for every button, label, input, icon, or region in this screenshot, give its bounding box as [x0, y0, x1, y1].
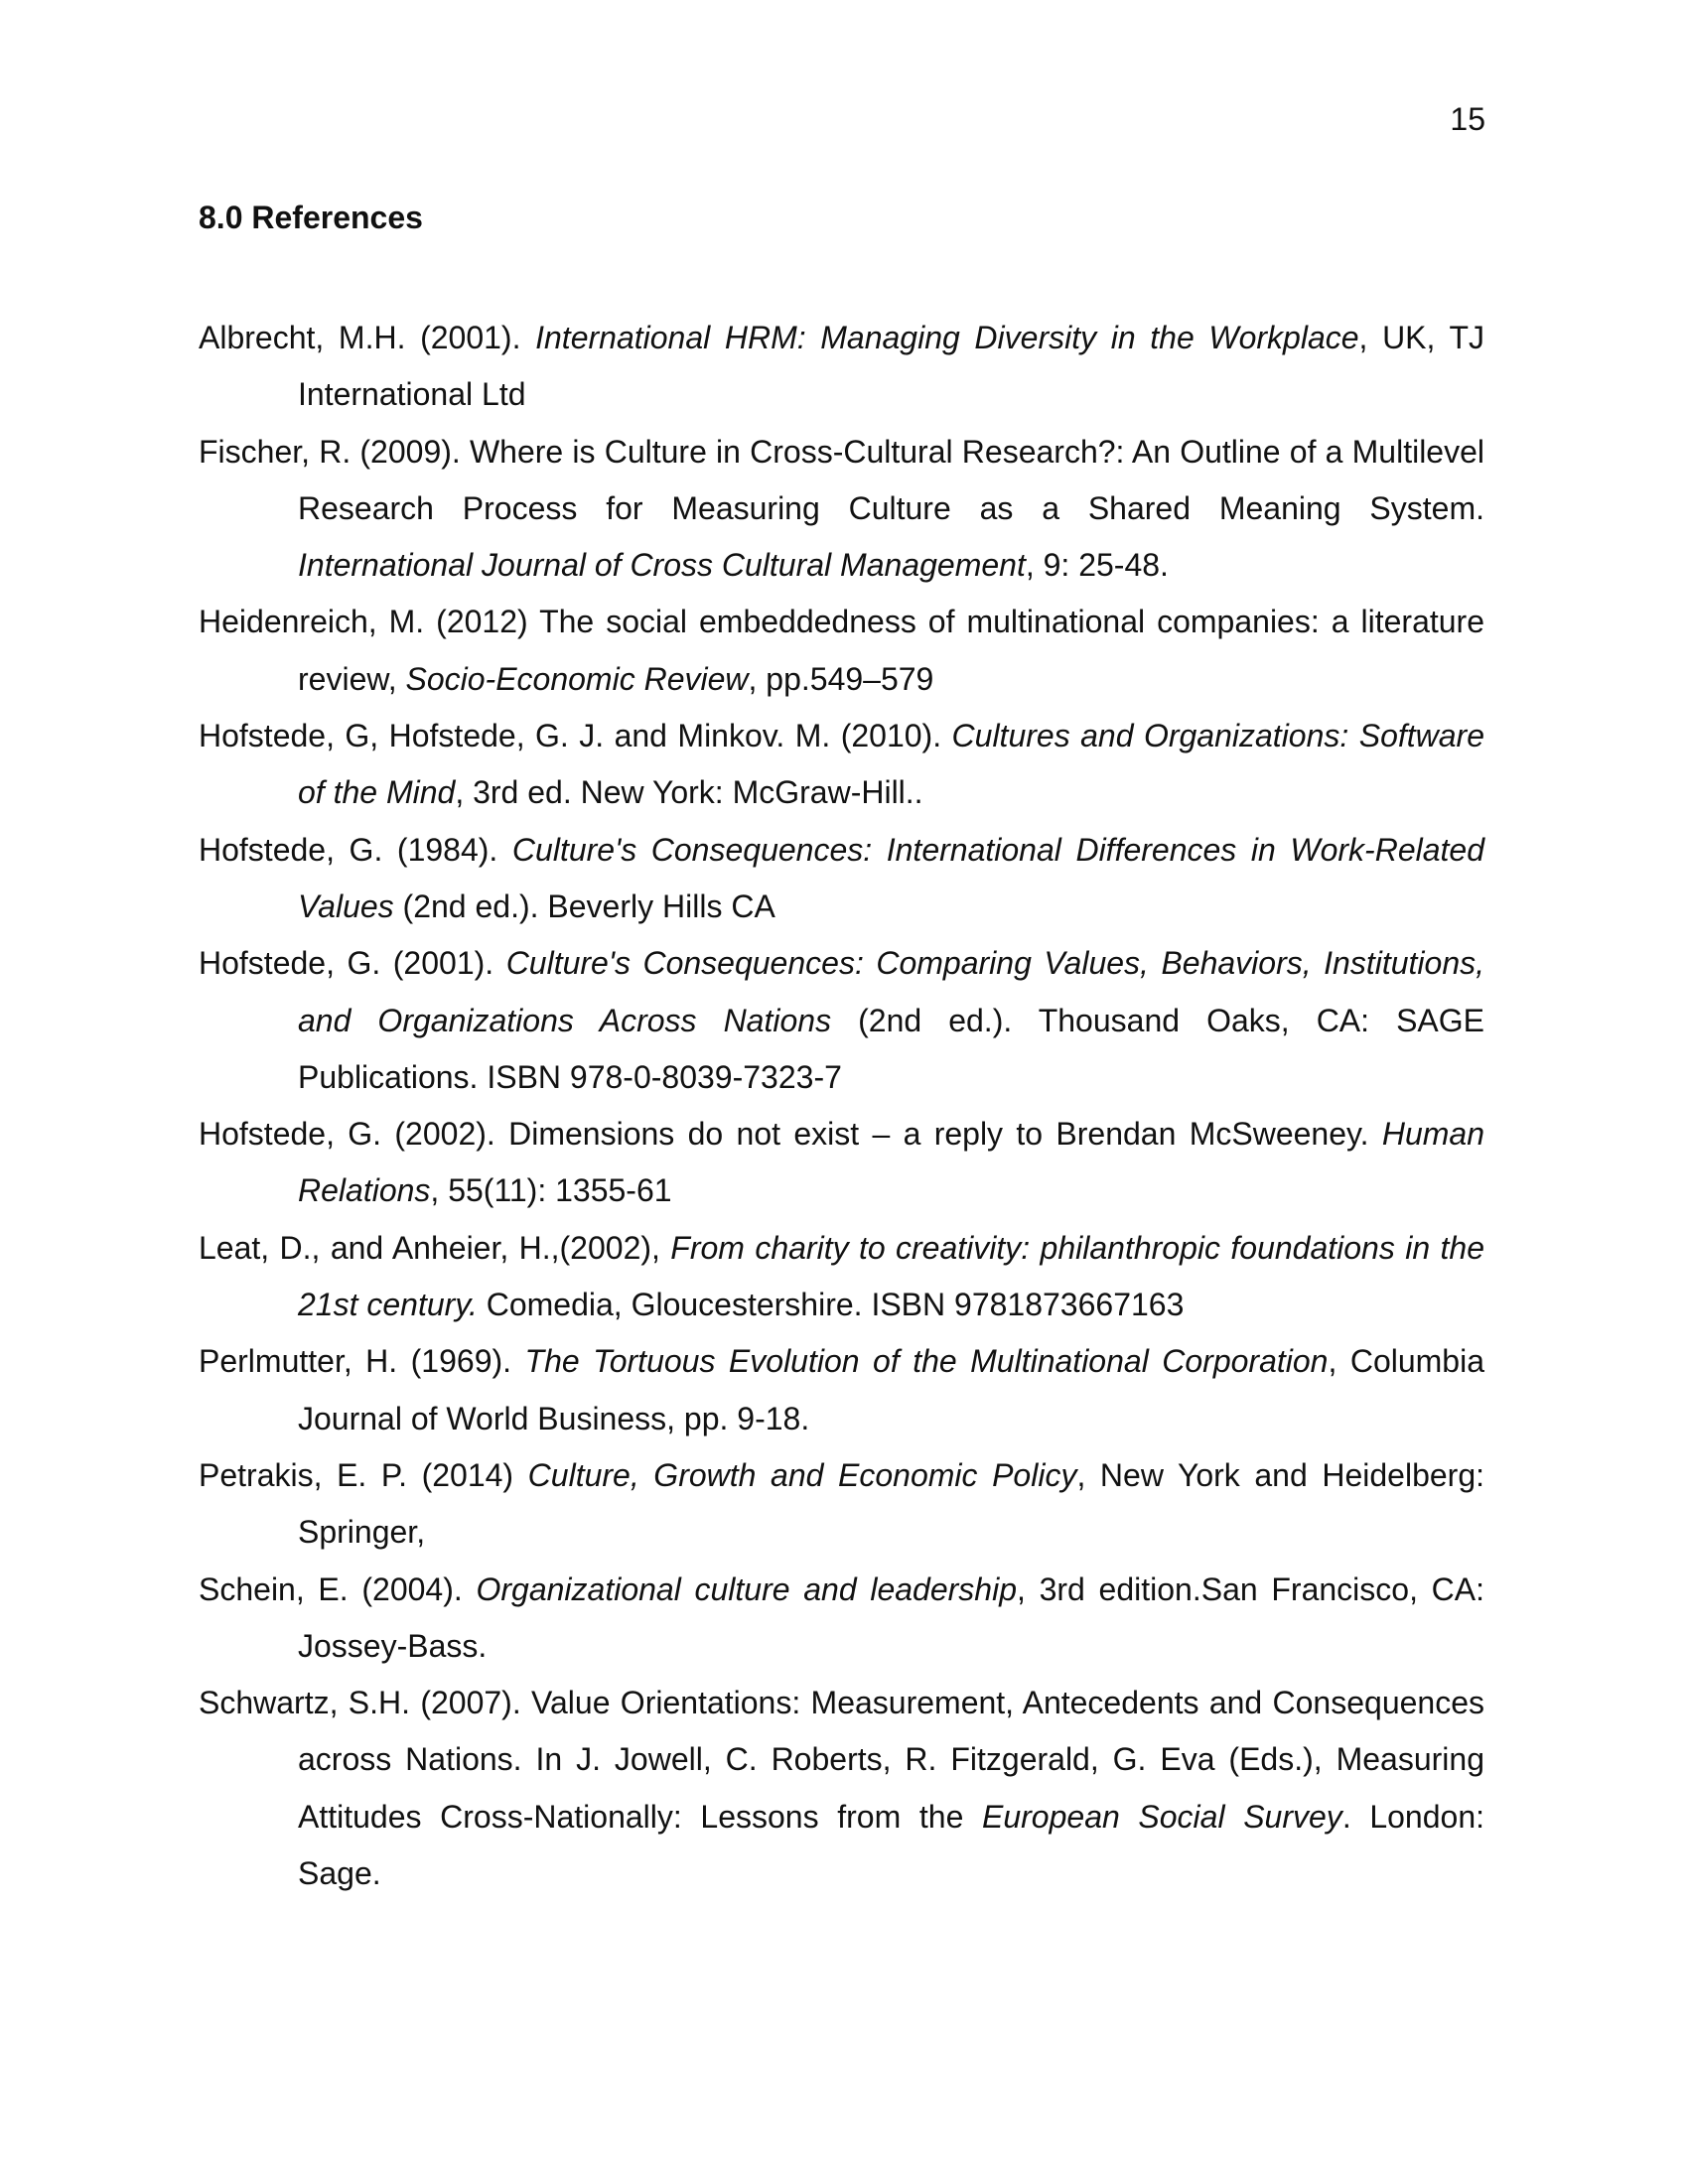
reference-text: , Columbia Journal of World Business, pp. 9-18. [298, 1343, 1485, 1436]
reference-title: The Tortuous Evolution of the Multinational Corporation [524, 1343, 1329, 1380]
reference-text: (2nd ed.). Beverly Hills CA [393, 887, 775, 924]
reference-entry [199, 1562, 1484, 1676]
reference-text: Hofstede, G. (2002). Dimensions do not exist – a reply to Brendan McSweeney. [199, 1116, 1382, 1153]
reference-text: Leat, D., and Anheier, H.,(2002), [199, 1229, 671, 1266]
reference-text: , UK, TJ International Ltd [298, 320, 1485, 413]
reference-entry [199, 424, 1484, 595]
reference-entry [199, 708, 1484, 822]
reference-title: Culture's Consequences: Comparing Values, Behaviors, Institutions, and Organizations Across Nations [298, 945, 1485, 1038]
reference-text: , 3rd ed. New York: McGraw-Hill.. [455, 774, 923, 811]
reference-text: Albrecht, M.H. (2001). [199, 320, 536, 355]
reference-text: Perlmutter, H. (1969). [199, 1343, 525, 1380]
reference-text: Hofstede, G, Hofstede, G. J. and Minkov. M. (2010). [199, 718, 952, 754]
reference-text: Schwartz, S.H. (2007). Value Orientations: Measurement, Antecedents and Consequences across Nations. In J. Jowell, C. Roberts, R. Fitzgerald, G. Eva (Eds.), Measuring Attitudes Cross-Nationally: Lessons from the [199, 1685, 1484, 1835]
reference-entry [199, 1106, 1484, 1220]
reference-entry [199, 935, 1484, 1106]
section-heading: 8.0 References [199, 200, 423, 235]
reference-text: Heidenreich, M. (2012) The social embeddedness of multinational companies: a literature review, [199, 604, 1484, 697]
reference-entry [199, 822, 1484, 936]
reference-text: . London: Sage. [298, 1798, 1485, 1892]
reference-text: Hofstede, G. (1984). [199, 831, 512, 868]
reference-text: , pp.549–579 [748, 660, 934, 697]
reference-text: Fischer, R. (2009). Where is Culture in Cross-Cultural Research?: An Outline of a Multilevel Research Process for Measuring Culture as a Shared Meaning System. [199, 433, 1484, 526]
reference-entry [199, 1220, 1484, 1334]
reference-entry [199, 594, 1484, 708]
reference-title: International Journal of Cross Cultural Management [298, 547, 1026, 584]
reference-entry [199, 1675, 1484, 1902]
reference-title: Culture, Growth and Economic Policy [527, 1456, 1077, 1493]
reference-title: Human Relations [298, 1116, 1484, 1209]
reference-text: , New York and Heidelberg: Springer, [298, 1456, 1485, 1551]
reference-title: Socio-Economic Review [405, 660, 749, 697]
reference-title: Organizational culture and leadership [476, 1570, 1018, 1607]
reference-title: Culture's Consequences: International Differences in Work-Related Values [298, 831, 1485, 924]
reference-text: Comedia, Gloucestershire. ISBN 9781873667163 [477, 1287, 1185, 1323]
reference-text: Petrakis, E. P. (2014) [199, 1456, 528, 1493]
reference-title: International HRM: Managing Diversity in the Workplace [535, 320, 1359, 355]
reference-entry [199, 310, 1484, 424]
reference-list [199, 310, 1484, 1902]
reference-entry [199, 1333, 1484, 1447]
reference-text: , 9: 25-48. [1025, 547, 1169, 584]
reference-text: (2nd ed.). Thousand Oaks, CA: SAGE Publications. ISBN 978-0-8039-7323-7 [298, 1002, 1485, 1095]
reference-text: , 55(11): 1355-61 [430, 1172, 672, 1209]
reference-title: Cultures and Organizations: Software of the Mind [298, 718, 1484, 811]
reference-text: Hofstede, G. (2001). [199, 945, 506, 982]
reference-text: Schein, E. (2004). [199, 1570, 477, 1607]
reference-entry [199, 1447, 1484, 1562]
reference-title: From charity to creativity: philanthropic foundations in the 21st century. [298, 1229, 1485, 1323]
reference-text: , 3rd edition.San Francisco, CA: Jossey-Bass. [298, 1570, 1485, 1664]
page-number: 15 [1450, 101, 1485, 137]
reference-title: European Social Survey [982, 1798, 1342, 1835]
